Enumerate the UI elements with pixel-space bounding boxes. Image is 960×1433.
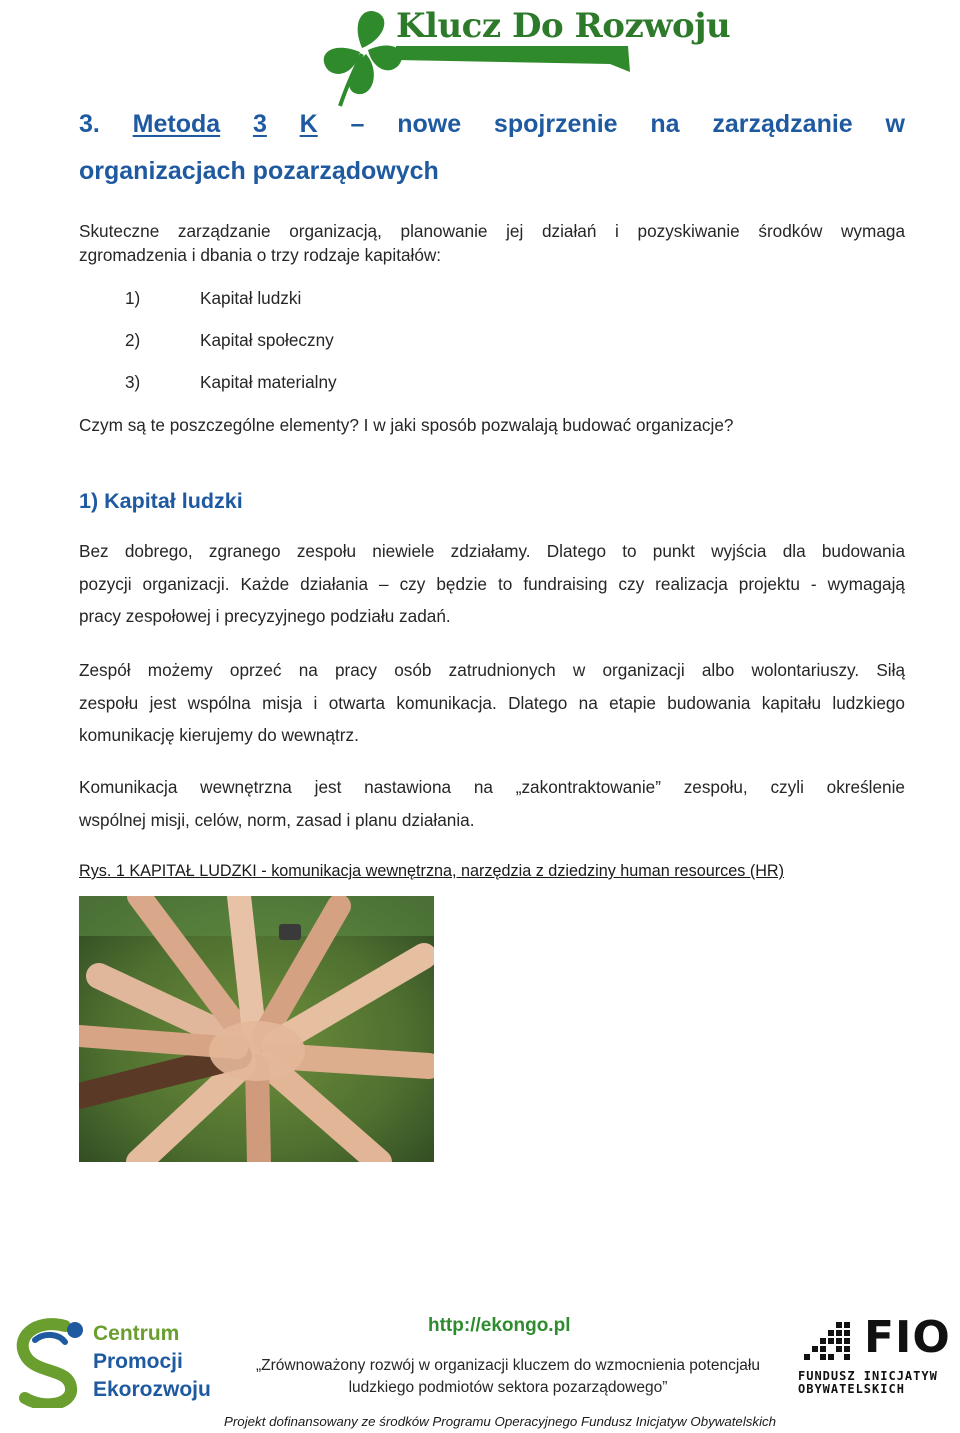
tagline-line: „Zrównoważony rozwój w organizacji kluczem do wzmocnienia potencjału [256,1357,760,1374]
heading-word: w [885,110,905,138]
fio-line: FUNDUSZ INICJATYW [798,1369,938,1383]
heading-word: 3 [252,110,267,138]
paragraph-line: wspólnej misji, celów, norm, zasad i planu działania. [79,809,475,830]
footer-tagline [248,1355,768,1399]
centrum-promocji-ekorozwoju-logo [5,1318,235,1408]
paragraph-line: zespołu jest wspólna misja i otwarta komunikacja. Dlatego na etapie budowania kapitału ludzkiego [79,692,905,713]
list-number: 2) [125,330,141,350]
paragraph [79,771,905,836]
paragraph-line: pozycji organizacji. Każde działania – czy będzie to fundraising czy realizacja projektu - wymagają [79,573,905,594]
paragraph [79,654,905,752]
list-number: 1) [125,288,141,308]
photo-illustration [79,896,434,1162]
list-item [125,372,337,393]
heading-word: – [350,110,365,138]
fio-line: OBYWATELSKICH [798,1382,905,1396]
figure-caption: Rys. 1 KAPITAŁ LUDZKI - komunikacja wewnętrzna, narzędzia z dziedziny human resources (HR) [79,862,785,880]
footer-project-note: Projekt dofinansowany ze środków Programu Operacyjnego Fundusz Inicjatyw Obywatelskich [224,1414,777,1429]
paragraph-line: komunikację kierujemy do wewnątrz. [79,725,359,745]
list-label: Kapitał społeczny [200,330,334,350]
list-label: Kapitał materialny [200,372,337,392]
heading-word: spojrzenie [493,110,618,138]
paragraph-line: Zespół możemy oprzeć na pracy osób zatrudnionych w organizacji albo wolontariuszy. Siłą [79,660,905,680]
hands-circle-photo [79,896,434,1162]
heading-word: Metoda [132,110,221,138]
list-number: 3) [125,372,141,392]
intro-line1: Skuteczne zarządzanie organizacją, planowanie jej działań i pozyskiwanie środków wymaga [79,221,905,241]
cpe-line: Centrum [93,1322,180,1345]
footer-link[interactable]: http://ekongo.pl [428,1315,571,1336]
intro-line2: zgromadzenia i dbania o trzy rodzaje kapitałów: [79,245,442,265]
tagline-line: ludzkiego podmiotów sektora pozarządowego” [348,1379,668,1396]
logo-text: Klucz Do Rozwoju [396,6,731,46]
list-item [125,288,301,309]
cpe-line: Promocji [93,1350,183,1373]
fio-logo [796,1312,960,1398]
subsection-title: 1) Kapitał ludzki [79,489,243,513]
section-heading-line2: organizacjach pozarządowych [79,157,439,185]
heading-number: 3. [79,110,100,138]
paragraph-line: Bez dobrego, zgranego zespołu niewiele zdziałamy. Dlatego to punkt wyjścia dla budowania [79,541,905,561]
list-item [125,330,334,351]
cpe-line: Ekorozwoju [93,1378,211,1401]
heading-word: zarządzanie [712,110,853,138]
pixel-grid-icon [796,1318,860,1368]
question-text: Czym są te poszczególne elementy? I w jaki sposób pozwalają budować organizacje? [79,415,734,435]
section-heading-line1 [79,110,905,139]
ecology-swirl-icon [5,1318,91,1408]
paragraph-line: Komunikacja wewnętrzna jest nastawiona na „zakontraktowanie” zespołu, czyli określenie [79,777,905,797]
paragraph-line: pracy zespołowej i precyzyjnego podziału zadań. [79,606,451,626]
heading-word: nowe [397,110,462,138]
heading-word: na [650,110,680,138]
cpe-logo-text [93,1320,211,1404]
heading-word: K [299,110,318,138]
header-logo [310,0,731,108]
fio-subtitle [798,1370,960,1396]
paragraph [79,535,905,633]
fio-title: FIO [864,1312,951,1363]
list-label: Kapitał ludzki [200,288,302,308]
